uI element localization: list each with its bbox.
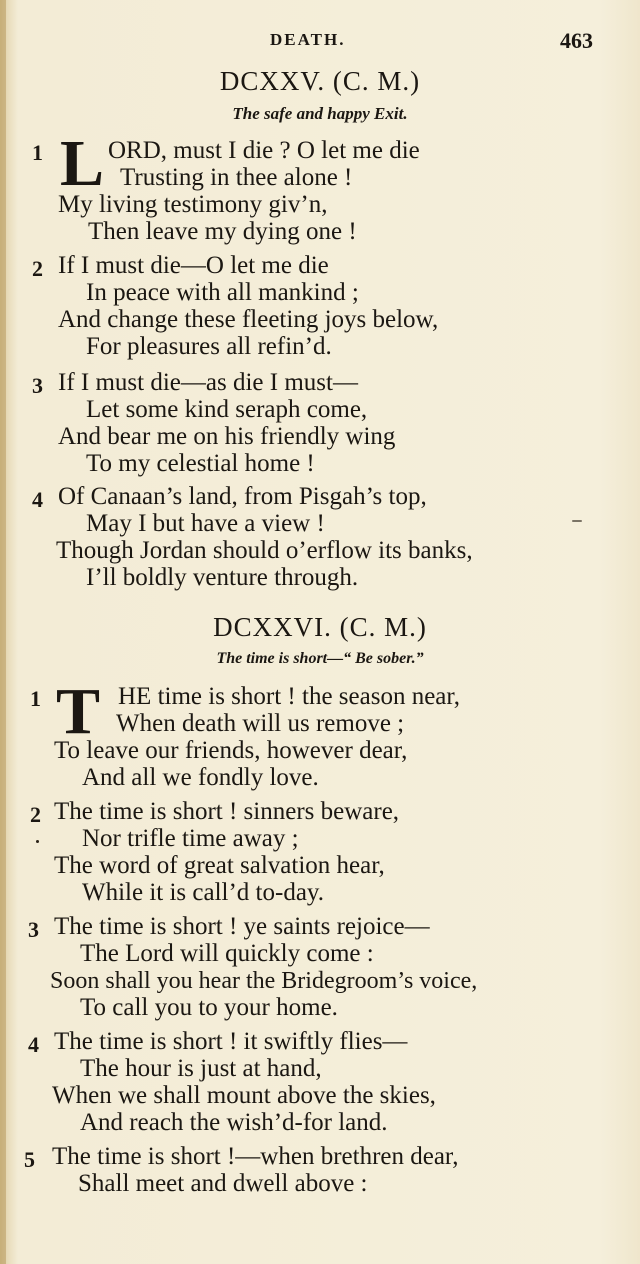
verse-line: Shall meet and dwell above : — [78, 1170, 368, 1197]
verse-line: To my celestial home ! — [86, 450, 315, 477]
stanza-number: 1 — [30, 686, 41, 711]
verse-line: And change these fleeting joys below, — [58, 306, 439, 333]
verse-line: The time is short ! it swiftly flies— — [54, 1028, 408, 1055]
running-head — [0, 28, 640, 52]
verse-line: HE time is short ! the season near, — [118, 683, 460, 710]
stanza-number: 1 — [32, 140, 43, 165]
verse-line: In peace with all mankind ; — [86, 279, 359, 306]
stanza-number: 4 — [28, 1032, 39, 1057]
verse-line: The word of great salvation hear, — [54, 852, 385, 879]
ink-speck — [572, 520, 582, 522]
verse-line: To leave our friends, however dear, — [54, 737, 408, 764]
verse-line: When we shall mount above the skies, — [52, 1082, 436, 1109]
verse-line: The hour is just at hand, — [80, 1055, 322, 1082]
stanza-number: 4 — [32, 487, 43, 512]
page-number: 463 — [560, 28, 593, 53]
verse-line: And bear me on his friendly wing — [58, 423, 396, 450]
drop-cap: T — [56, 675, 101, 748]
verse-line: If I must die—as die I must— — [58, 369, 358, 396]
verse-line: While it is call’d to-day. — [82, 879, 325, 906]
verse-line: Then leave my dying one ! — [88, 218, 357, 245]
ink-speck — [36, 840, 39, 843]
running-title: DEATH. — [270, 30, 346, 49]
hymn-number: DCXXV. (C. M.) — [219, 66, 421, 96]
hymn-subtitle: The safe and happy Exit. — [232, 104, 408, 123]
verse-line: When death will us remove ; — [116, 710, 405, 737]
stanza-number: 3 — [32, 373, 43, 398]
verse-line: For pleasures all refin’d. — [86, 333, 332, 360]
stanza-number: 2 — [32, 256, 43, 281]
verse-line: Trusting in thee alone ! — [120, 164, 353, 191]
drop-cap: L — [60, 127, 105, 200]
verse-line: If I must die—O let me die — [58, 252, 329, 279]
verse-line: Though Jordan should o’erflow its banks, — [56, 537, 473, 564]
verse-line: My living testimony giv’n, — [58, 191, 328, 218]
stanza-number: 5 — [24, 1147, 35, 1172]
verse-line: The time is short ! ye saints rejoice— — [54, 913, 430, 940]
verse-line: The time is short !—when brethren dear, — [52, 1143, 459, 1170]
verse-line: The Lord will quickly come : — [80, 940, 374, 967]
verse-line: To call you to your home. — [80, 994, 338, 1021]
stanza-number: 2 — [30, 802, 41, 827]
verse-line: And reach the wish’d-for land. — [80, 1109, 388, 1136]
verse-line: Of Canaan’s land, from Pisgah’s top, — [58, 483, 427, 510]
verse-line: I’ll boldly venture through. — [86, 564, 359, 591]
verse-line: ORD, must I die ? O let me die — [108, 137, 420, 164]
verse-line: May I but have a view ! — [86, 510, 325, 537]
verse-line: And all we fondly love. — [82, 764, 319, 791]
hymn-number: DCXXVI. (C. M.) — [213, 612, 427, 642]
verse-line: The time is short ! sinners beware, — [54, 798, 400, 825]
stanza-number: 3 — [28, 917, 39, 942]
hymn-subtitle: The time is short—“ Be sober.” — [216, 650, 424, 667]
verse-line: Soon shall you hear the Bridegroom’s voice, — [50, 968, 478, 994]
verse-line: Nor trifle time away ; — [82, 825, 299, 852]
verse-line: Let some kind seraph come, — [86, 396, 368, 423]
